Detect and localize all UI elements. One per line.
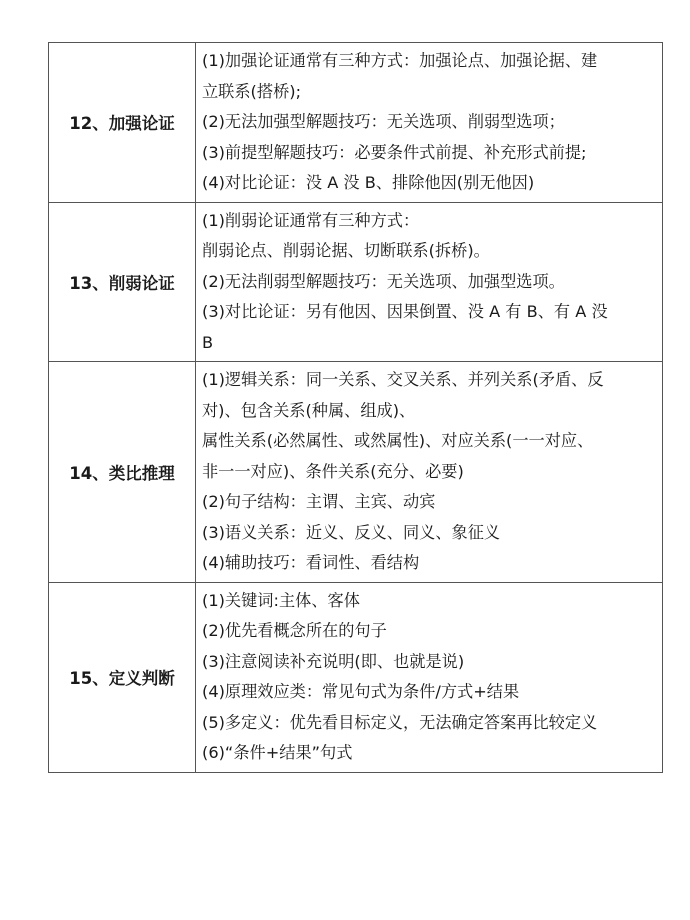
content-line: (2)无法加强型解题技巧：无关选项、削弱型选项； <box>202 112 565 131</box>
section-title: 14、类比推理 <box>49 362 196 583</box>
content-line: (2)无法削弱型解题技巧：无关选项、加强型选项。 <box>202 271 565 291</box>
table-row <box>49 202 663 362</box>
content-line: (3)注意阅读补充说明(即、也就是说) <box>202 651 465 671</box>
content-line: (5)多定义：优先看目标定义，无法确定答案再比较定义 <box>202 712 598 732</box>
content-line: (1)加强论证通常有三种方式：加强论点、加强论据、建 <box>202 51 598 70</box>
content-line: (3)语义关系：近义、反义、同义、象征义 <box>202 522 501 542</box>
content-line: 立联系(搭桥); <box>202 81 302 101</box>
content-line: 属性关系(必然属性、或然属性)、对应关系(一一对应、 <box>202 431 594 450</box>
section-content <box>196 43 663 203</box>
section-content <box>196 582 663 772</box>
content-line: (3)对比论证：另有他因、因果倒置、没 A 有 B、有 A 没 <box>202 302 608 321</box>
content-line: 削弱论点、削弱论据、切断联系(拆桥)。 <box>202 241 490 260</box>
content-line: (4)对比论证：没 A 没 B、排除他因(别无他因) <box>202 173 535 192</box>
content-line: B <box>202 332 214 352</box>
content-line: 对)、包含关系(种属、组成)、 <box>202 400 416 420</box>
content-line: (3)前提型解题技巧：必要条件式前提、补充形式前提; <box>202 142 587 162</box>
content-line: (2)句子结构：主谓、主宾、动宾 <box>202 492 436 511</box>
section-title: 15、定义判断 <box>49 582 196 772</box>
section-content <box>196 362 663 583</box>
content-line: (6)“条件+结果”句式 <box>202 743 353 762</box>
section-title: 13、削弱论证 <box>49 202 196 362</box>
content-line: 非一一对应)、条件关系(充分、必要) <box>202 461 464 481</box>
table-row <box>49 43 663 203</box>
summary-table <box>48 42 663 773</box>
content-line: (1)关键词:主体、客体 <box>202 590 360 610</box>
content-line: (4)辅助技巧：看词性、看结构 <box>202 553 420 572</box>
content-line: (2)优先看概念所在的句子 <box>202 621 387 640</box>
table-row <box>49 582 663 772</box>
section-title: 12、加强论证 <box>49 43 196 203</box>
table-row <box>49 362 663 583</box>
content-line: (1)削弱论证通常有三种方式： <box>202 210 420 230</box>
content-line: (1)逻辑关系：同一关系、交叉关系、并列关系(矛盾、反 <box>202 370 604 389</box>
content-line: (4)原理效应类：常见句式为条件/方式+结果 <box>202 682 520 701</box>
section-content <box>196 202 663 362</box>
